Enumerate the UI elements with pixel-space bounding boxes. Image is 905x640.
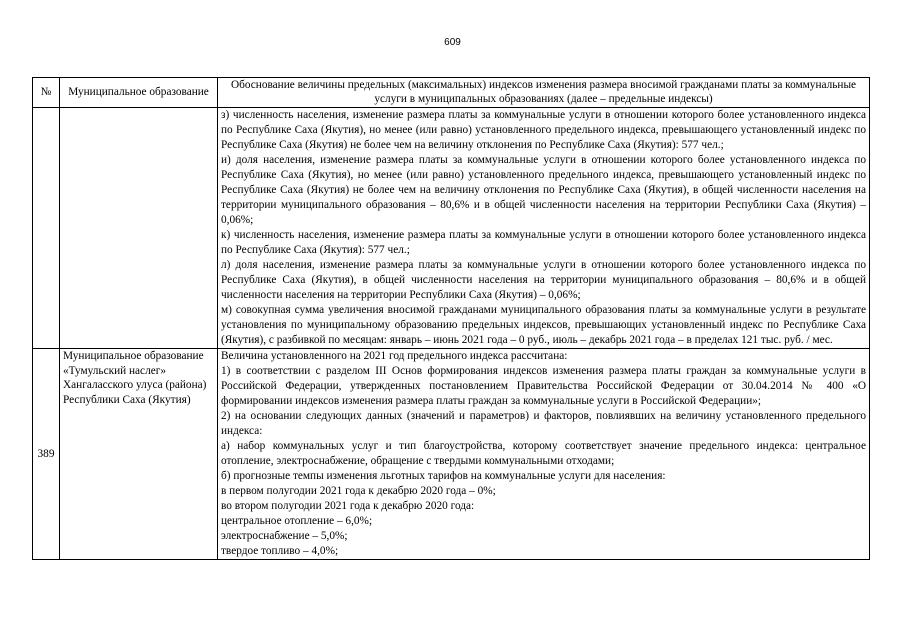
- basis-paragraph: к) численность населения, изменение размера платы за коммунальные услуги в отношении которого более установленного индекса по Республике Саха (Якутия): 577 чел.;: [221, 229, 866, 256]
- table-row: [33, 108, 870, 349]
- table-header-row: [33, 78, 870, 108]
- basis-paragraph: л) доля населения, изменение размера платы за коммунальные услуги в отношении которого более установленного индекса по Республике Саха (Якутия), в общей численности населения на территории муниципального образования – 80,6% и в общей численности населения на территории Республики Саха (Якутия) – 0,06%;: [221, 259, 866, 301]
- row-municipality: [60, 108, 218, 349]
- basis-paragraph: и) доля населения, изменение размера платы за коммунальные услуги в отношении которого более установленного индекса по Республике Саха (Якутия), но менее (или равно) установленного предельного индекса, превышающего установленный индекс по Республике Саха (Якутия) не более чем на величину отклонения по Республике Саха (Якутия), в общей численности населения на территории муниципального образования – 80,6% и в общей численности населения на территории Республики Саха (Якутия) – 0,06%;: [221, 154, 866, 226]
- basis-paragraph: электроснабжение – 5,0%;: [221, 530, 348, 542]
- basis-paragraph: м) совокупная сумма увеличения вносимой гражданами муниципального образования платы за коммунальные услуги в результате установления по муниципальному образованию предельных индексов, превышающих установленный индекс по Республике Саха (Якутия), с разбивкой по месяцам: январь – июнь 2021 года – 0 руб., июль – декабрь 2021 года – в пределах 121 тыс. руб. / мес.: [221, 304, 866, 346]
- municipal-index-table: [32, 77, 870, 560]
- basis-paragraph: твердое топливо – 4,0%;: [221, 545, 339, 557]
- row-municipality: Муниципальное образование «Тумульский наслег» Хангаласского улуса (района) Республики Саха (Якутия): [60, 349, 218, 560]
- row-number: 389: [33, 349, 60, 560]
- header-basis: Обоснование величины предельных (максимальных) индексов изменения размера вносимой гражданами платы за коммунальные услуги в муниципальных образованиях (далее – предельные индексы): [218, 78, 870, 108]
- basis-paragraph: б) прогнозные темпы изменения льготных тарифов на коммунальные услуги для населения:: [221, 470, 666, 482]
- basis-paragraph: а) набор коммунальных услуг и тип благоустройства, которому соответствует значение предельного индекса: центральное отопление, электроснабжение, обращение с твердыми коммунальными отходами;: [221, 440, 866, 467]
- basis-paragraph: центральное отопление – 6,0%;: [221, 515, 373, 527]
- basis-paragraph: з) численность населения, изменение размера платы за коммунальные услуги в отношении которого более установленного индекса по Республике Саха (Якутия), но менее (или равно) установленного предельного индекса, превышающего установленный индекс по Республике Саха (Якутия) не более чем на величину отклонения по Республике Саха (Якутия): 577 чел.;: [221, 109, 866, 151]
- table-row: [33, 349, 870, 560]
- basis-paragraph: в первом полугодии 2021 года к декабрю 2020 года – 0%;: [221, 485, 496, 497]
- row-basis: [218, 349, 870, 560]
- row-number: [33, 108, 60, 349]
- basis-paragraph: во втором полугодии 2021 года к декабрю 2020 года:: [221, 500, 475, 512]
- basis-paragraph: 1) в соответствии с разделом III Основ формирования индексов изменения размера платы граждан за коммунальные услуги в Российской Федерации, утвержденных постановлением Правительства Российской Федерации от 30.04.2014 № 400 «О формировании индексов изменения размера платы граждан за коммунальные услуги в Российской Федерации»;: [221, 365, 866, 407]
- basis-paragraph: Величина установленного на 2021 год предельного индекса рассчитана:: [221, 350, 568, 362]
- basis-paragraph: 2) на основании следующих данных (значений и параметров) и факторов, повлиявших на величину установленного предельного индекса:: [221, 410, 866, 437]
- page-number: 609: [444, 37, 461, 48]
- header-number: №: [33, 78, 60, 108]
- header-municipality: Муниципальное образование: [60, 78, 218, 108]
- row-basis: [218, 108, 870, 349]
